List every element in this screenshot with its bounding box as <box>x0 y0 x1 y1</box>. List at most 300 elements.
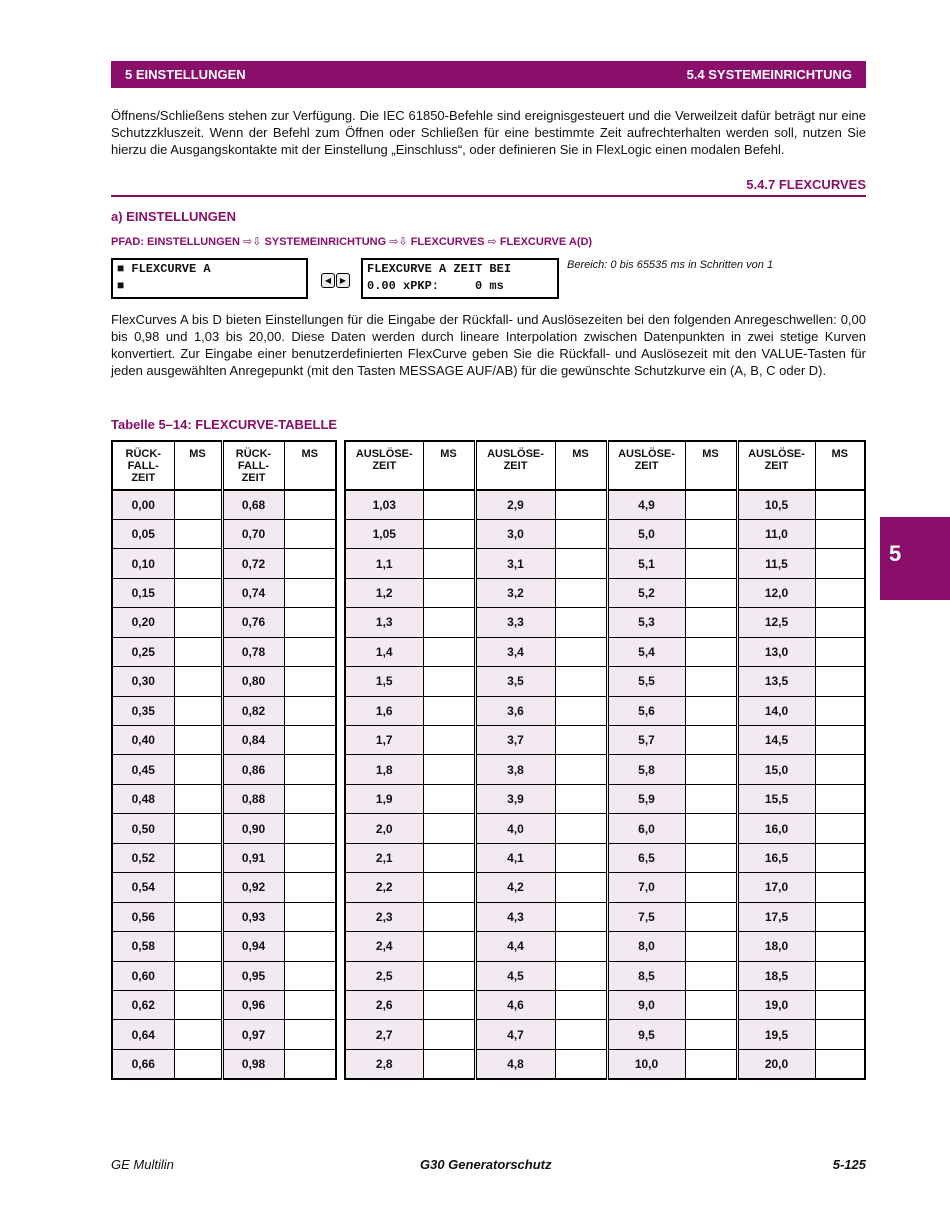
reset-ms-cell[interactable] <box>174 873 222 902</box>
reset-pickup-value: 0,20 <box>112 608 174 637</box>
trip-pickup-value: 4,0 <box>475 814 555 843</box>
reset-pickup-value: 0,62 <box>112 990 174 1019</box>
trip-pickup-value: 3,7 <box>475 726 555 755</box>
trip-pickup-value: 1,8 <box>345 755 423 784</box>
reset-pickup-value: 0,80 <box>222 667 284 696</box>
trip-ms-cell[interactable] <box>685 578 737 607</box>
trip-pickup-value: 15,5 <box>737 784 815 813</box>
trip-ms-cell[interactable] <box>555 578 607 607</box>
trip-ms-cell[interactable] <box>685 873 737 902</box>
path-step-system: SYSTEMEINRICHTUNG <box>264 236 387 248</box>
trip-ms-cell[interactable] <box>423 784 475 813</box>
trip-ms-cell[interactable] <box>555 990 607 1019</box>
trip-ms-cell[interactable] <box>555 1049 607 1078</box>
trip-pickup-value: 2,4 <box>345 932 423 961</box>
trip-pickup-value: 8,5 <box>607 961 685 990</box>
reset-ms-cell[interactable] <box>174 637 222 666</box>
trip-pickup-value: 3,9 <box>475 784 555 813</box>
reset-ms-cell[interactable] <box>284 667 336 696</box>
reset-ms-cell[interactable] <box>174 608 222 637</box>
reset-pickup-value: 0,96 <box>222 990 284 1019</box>
reset-pickup-value: 0,76 <box>222 608 284 637</box>
trip-pickup-value: 18,0 <box>737 932 815 961</box>
table-row <box>345 696 865 725</box>
reset-pickup-value: 0,10 <box>112 549 174 578</box>
reset-pickup-value: 0,54 <box>112 873 174 902</box>
reset-pickup-value: 0,91 <box>222 843 284 872</box>
trip-pickup-value: 11,5 <box>737 549 815 578</box>
trip-ms-cell[interactable] <box>815 519 865 548</box>
display-right-line1: FLEXCURVE A ZEIT BEI <box>367 262 512 276</box>
reset-pickup-value: 0,93 <box>222 902 284 931</box>
trip-ms-cell[interactable] <box>685 932 737 961</box>
trip-pickup-value: 4,8 <box>475 1049 555 1078</box>
table-row <box>345 667 865 696</box>
trip-header: AUSLÖSE- ZEIT <box>345 441 423 490</box>
reset-ms-cell[interactable] <box>284 549 336 578</box>
table-row <box>345 549 865 578</box>
trip-ms-cell[interactable] <box>555 726 607 755</box>
trip-pickup-value: 3,6 <box>475 696 555 725</box>
reset-ms-cell[interactable] <box>284 726 336 755</box>
trip-pickup-value: 11,0 <box>737 519 815 548</box>
trip-ms-cell[interactable] <box>423 726 475 755</box>
trip-pickup-value: 1,2 <box>345 578 423 607</box>
trip-ms-cell[interactable] <box>815 549 865 578</box>
trip-pickup-value: 1,5 <box>345 667 423 696</box>
trip-header: MS <box>555 441 607 490</box>
trip-pickup-value: 2,3 <box>345 902 423 931</box>
path-step-flexcurve: FLEXCURVE A(D) <box>499 236 593 248</box>
reset-pickup-value: 0,88 <box>222 784 284 813</box>
reset-header: RÜCK- FALL- ZEIT <box>112 441 174 490</box>
reset-ms-cell[interactable] <box>174 490 222 519</box>
reset-ms-cell[interactable] <box>174 1049 222 1078</box>
reset-ms-cell[interactable] <box>284 902 336 931</box>
reset-ms-cell[interactable] <box>284 608 336 637</box>
trip-ms-cell[interactable] <box>555 932 607 961</box>
trip-pickup-value: 19,0 <box>737 990 815 1019</box>
table-row <box>345 726 865 755</box>
table-row <box>112 667 336 696</box>
reset-ms-cell[interactable] <box>174 667 222 696</box>
trip-pickup-value: 14,5 <box>737 726 815 755</box>
range-note: Bereich: 0 bis 65535 ms in Schritten von 1 <box>567 259 774 271</box>
trip-pickup-value: 3,3 <box>475 608 555 637</box>
table-row <box>112 490 336 519</box>
trip-pickup-value: 3,1 <box>475 549 555 578</box>
trip-pickup-value: 2,6 <box>345 990 423 1019</box>
trip-ms-cell[interactable] <box>685 784 737 813</box>
arrow-down-icon: ⇨⇩ <box>389 236 408 248</box>
trip-ms-cell[interactable] <box>555 873 607 902</box>
table-row <box>112 726 336 755</box>
reset-pickup-value: 0,48 <box>112 784 174 813</box>
trip-ms-cell[interactable] <box>685 1049 737 1078</box>
trip-ms-cell[interactable] <box>815 843 865 872</box>
reset-pickup-value: 0,74 <box>222 578 284 607</box>
trip-pickup-value: 5,6 <box>607 696 685 725</box>
reset-pickup-value: 0,58 <box>112 932 174 961</box>
trip-ms-cell[interactable] <box>555 637 607 666</box>
reset-ms-cell[interactable] <box>284 755 336 784</box>
trip-pickup-value: 2,0 <box>345 814 423 843</box>
trip-pickup-value: 1,05 <box>345 519 423 548</box>
table-row <box>112 549 336 578</box>
reset-pickup-value: 0,35 <box>112 696 174 725</box>
trip-pickup-value: 4,4 <box>475 932 555 961</box>
trip-header: AUSLÖSE- ZEIT <box>475 441 555 490</box>
trip-pickup-value: 3,2 <box>475 578 555 607</box>
reset-header: MS <box>174 441 222 490</box>
reset-time-table <box>111 440 337 1080</box>
reset-pickup-value: 0,86 <box>222 755 284 784</box>
reset-pickup-value: 0,95 <box>222 961 284 990</box>
trip-header: AUSLÖSE- ZEIT <box>607 441 685 490</box>
trip-pickup-value: 2,5 <box>345 961 423 990</box>
trip-pickup-value: 4,5 <box>475 961 555 990</box>
trip-ms-cell[interactable] <box>423 755 475 784</box>
reset-pickup-value: 0,45 <box>112 755 174 784</box>
trip-pickup-value: 7,0 <box>607 873 685 902</box>
right-arrow-key-icon: ▶ <box>336 273 350 288</box>
trip-pickup-value: 4,2 <box>475 873 555 902</box>
trip-pickup-value: 5,5 <box>607 667 685 696</box>
trip-ms-cell[interactable] <box>423 667 475 696</box>
trip-pickup-value: 4,1 <box>475 843 555 872</box>
trip-pickup-value: 10,0 <box>607 1049 685 1078</box>
reset-ms-cell[interactable] <box>284 961 336 990</box>
trip-pickup-value: 2,7 <box>345 1020 423 1049</box>
trip-pickup-value: 9,0 <box>607 990 685 1019</box>
reset-ms-cell[interactable] <box>174 990 222 1019</box>
reset-pickup-value: 0,82 <box>222 696 284 725</box>
table-row <box>112 784 336 813</box>
table-row <box>112 637 336 666</box>
trip-ms-cell[interactable] <box>815 490 865 519</box>
trip-pickup-value: 5,0 <box>607 519 685 548</box>
trip-header: MS <box>815 441 865 490</box>
trip-ms-cell[interactable] <box>815 696 865 725</box>
reset-ms-cell[interactable] <box>284 1020 336 1049</box>
reset-pickup-value: 0,25 <box>112 637 174 666</box>
reset-ms-cell[interactable] <box>284 578 336 607</box>
trip-pickup-value: 9,5 <box>607 1020 685 1049</box>
reset-ms-cell[interactable] <box>174 1020 222 1049</box>
trip-pickup-value: 4,6 <box>475 990 555 1019</box>
trip-ms-cell[interactable] <box>423 1049 475 1078</box>
trip-ms-cell[interactable] <box>815 1049 865 1078</box>
trip-pickup-value: 5,4 <box>607 637 685 666</box>
trip-pickup-value: 8,0 <box>607 932 685 961</box>
trip-ms-cell[interactable] <box>685 490 737 519</box>
trip-ms-cell[interactable] <box>423 549 475 578</box>
trip-ms-cell[interactable] <box>815 637 865 666</box>
path-prefix: PFAD: EINSTELLUNGEN <box>111 236 240 248</box>
trip-ms-cell[interactable] <box>423 843 475 872</box>
table-row <box>345 843 865 872</box>
footer-product: G30 Generatorschutz <box>420 1157 552 1172</box>
trip-pickup-value: 1,9 <box>345 784 423 813</box>
trip-ms-cell[interactable] <box>423 961 475 990</box>
reset-ms-cell[interactable] <box>284 932 336 961</box>
chapter-header <box>111 61 866 88</box>
trip-ms-cell[interactable] <box>555 608 607 637</box>
display-left <box>111 258 308 299</box>
reset-ms-cell[interactable] <box>284 873 336 902</box>
trip-ms-cell[interactable] <box>423 519 475 548</box>
trip-pickup-value: 5,7 <box>607 726 685 755</box>
table-row <box>112 519 336 548</box>
reset-ms-cell[interactable] <box>284 784 336 813</box>
path-step-flexcurves: FLEXCURVES <box>410 236 485 248</box>
table-row <box>345 608 865 637</box>
trip-pickup-value: 19,5 <box>737 1020 815 1049</box>
trip-pickup-value: 4,9 <box>607 490 685 519</box>
reset-pickup-value: 0,90 <box>222 814 284 843</box>
settings-path <box>111 235 592 248</box>
trip-ms-cell[interactable] <box>423 578 475 607</box>
trip-ms-cell[interactable] <box>815 990 865 1019</box>
reset-ms-cell[interactable] <box>174 902 222 931</box>
trip-ms-cell[interactable] <box>815 1020 865 1049</box>
reset-pickup-value: 0,70 <box>222 519 284 548</box>
trip-ms-cell[interactable] <box>815 667 865 696</box>
footer-company: GE Multilin <box>111 1157 174 1172</box>
trip-pickup-value: 5,9 <box>607 784 685 813</box>
trip-ms-cell[interactable] <box>685 519 737 548</box>
trip-ms-cell[interactable] <box>423 814 475 843</box>
reset-pickup-value: 0,78 <box>222 637 284 666</box>
trip-ms-cell[interactable] <box>423 696 475 725</box>
reset-ms-cell[interactable] <box>174 578 222 607</box>
trip-ms-cell[interactable] <box>555 814 607 843</box>
trip-pickup-value: 1,03 <box>345 490 423 519</box>
reset-ms-cell[interactable] <box>284 696 336 725</box>
section-rule <box>111 195 866 197</box>
trip-ms-cell[interactable] <box>685 755 737 784</box>
reset-pickup-value: 0,60 <box>112 961 174 990</box>
trip-pickup-value: 1,3 <box>345 608 423 637</box>
trip-ms-cell[interactable] <box>815 932 865 961</box>
display-left-line2: ■ <box>117 279 125 293</box>
trip-pickup-value: 4,7 <box>475 1020 555 1049</box>
table-row <box>345 1049 865 1078</box>
trip-ms-cell[interactable] <box>423 637 475 666</box>
reset-pickup-value: 0,56 <box>112 902 174 931</box>
trip-ms-cell[interactable] <box>815 755 865 784</box>
table-row <box>345 814 865 843</box>
reset-header: MS <box>284 441 336 490</box>
reset-pickup-value: 0,00 <box>112 490 174 519</box>
trip-ms-cell[interactable] <box>423 490 475 519</box>
table-row <box>112 578 336 607</box>
reset-ms-cell[interactable] <box>174 755 222 784</box>
reset-pickup-value: 0,94 <box>222 932 284 961</box>
trip-ms-cell[interactable] <box>555 1020 607 1049</box>
trip-pickup-value: 5,2 <box>607 578 685 607</box>
table-row <box>345 990 865 1019</box>
trip-pickup-value: 18,5 <box>737 961 815 990</box>
display-left-line1: ■ FLEXCURVE A <box>117 262 211 276</box>
reset-ms-cell[interactable] <box>174 519 222 548</box>
trip-header: MS <box>423 441 475 490</box>
table-row <box>112 755 336 784</box>
table-row <box>112 932 336 961</box>
trip-ms-cell[interactable] <box>423 873 475 902</box>
reset-pickup-value: 0,72 <box>222 549 284 578</box>
trip-ms-cell[interactable] <box>555 843 607 872</box>
trip-ms-cell[interactable] <box>685 549 737 578</box>
table-row <box>112 608 336 637</box>
reset-ms-cell[interactable] <box>284 637 336 666</box>
trip-ms-cell[interactable] <box>685 608 737 637</box>
table-row <box>345 873 865 902</box>
arrow-right-icon: ⇨ <box>487 236 497 248</box>
trip-pickup-value: 20,0 <box>737 1049 815 1078</box>
table-row <box>345 519 865 548</box>
trip-ms-cell[interactable] <box>815 902 865 931</box>
reset-pickup-value: 0,68 <box>222 490 284 519</box>
trip-ms-cell[interactable] <box>815 726 865 755</box>
trip-pickup-value: 3,8 <box>475 755 555 784</box>
reset-ms-cell[interactable] <box>284 843 336 872</box>
trip-ms-cell[interactable] <box>685 1020 737 1049</box>
table-row <box>112 1020 336 1049</box>
reset-pickup-value: 0,84 <box>222 726 284 755</box>
trip-pickup-value: 7,5 <box>607 902 685 931</box>
trip-ms-cell[interactable] <box>685 696 737 725</box>
reset-ms-cell[interactable] <box>174 961 222 990</box>
intro-paragraph: Öffnens/Schließens stehen zur Verfügung. Die IEC 61850-Befehle sind ereignisgesteuert und die Verweilzeit dafür beträgt nur eine Schutzzkluszeit. Wenn der Befehl zum Öffnen oder Schließen für eine bestimmte Zeit aufrechterhalten werden soll, nutzen Sie hierzu die Ausgangskontakte mit der Einstellung „Einschluss“, oder definieren Sie in FlexLogic einen modalen Befehl. <box>111 108 866 157</box>
trip-pickup-value: 14,0 <box>737 696 815 725</box>
trip-ms-cell[interactable] <box>685 667 737 696</box>
trip-ms-cell[interactable] <box>815 961 865 990</box>
trip-ms-cell[interactable] <box>685 814 737 843</box>
trip-pickup-value: 2,2 <box>345 873 423 902</box>
section-title: 5.4.7 FLEXCURVES <box>746 177 866 192</box>
reset-pickup-value: 0,05 <box>112 519 174 548</box>
trip-ms-cell[interactable] <box>555 519 607 548</box>
trip-ms-cell[interactable] <box>815 814 865 843</box>
trip-pickup-value: 5,1 <box>607 549 685 578</box>
trip-ms-cell[interactable] <box>685 902 737 931</box>
trip-ms-cell[interactable] <box>423 1020 475 1049</box>
reset-ms-cell[interactable] <box>174 843 222 872</box>
reset-ms-cell[interactable] <box>284 490 336 519</box>
chapter-title: 5 EINSTELLUNGEN <box>125 67 246 82</box>
trip-header: AUSLÖSE- ZEIT <box>737 441 815 490</box>
trip-ms-cell[interactable] <box>685 637 737 666</box>
trip-ms-cell[interactable] <box>685 726 737 755</box>
reset-pickup-value: 0,97 <box>222 1020 284 1049</box>
trip-pickup-value: 2,9 <box>475 490 555 519</box>
trip-pickup-value: 12,5 <box>737 608 815 637</box>
trip-pickup-value: 4,3 <box>475 902 555 931</box>
message-nav-keys <box>321 270 351 288</box>
trip-ms-cell[interactable] <box>555 490 607 519</box>
subsection-title: a) EINSTELLUNGEN <box>111 209 236 224</box>
section-heading: 5.4 SYSTEMEINRICHTUNG <box>686 67 852 82</box>
left-arrow-key-icon: ◀ <box>321 273 335 288</box>
reset-pickup-value: 0,64 <box>112 1020 174 1049</box>
table-caption: Tabelle 5–14: FLEXCURVE-TABELLE <box>111 417 338 432</box>
trip-pickup-value: 13,0 <box>737 637 815 666</box>
chapter-number: 5 <box>889 541 902 566</box>
reset-ms-cell[interactable] <box>174 696 222 725</box>
trip-ms-cell[interactable] <box>685 990 737 1019</box>
reset-pickup-value: 0,30 <box>112 667 174 696</box>
table-row <box>345 961 865 990</box>
trip-ms-cell[interactable] <box>555 667 607 696</box>
reset-pickup-value: 0,50 <box>112 814 174 843</box>
table-row <box>345 784 865 813</box>
reset-pickup-value: 0,92 <box>222 873 284 902</box>
reset-pickup-value: 0,98 <box>222 1049 284 1078</box>
trip-ms-cell[interactable] <box>555 696 607 725</box>
trip-ms-cell[interactable] <box>815 873 865 902</box>
trip-ms-cell[interactable] <box>423 608 475 637</box>
trip-ms-cell[interactable] <box>555 902 607 931</box>
table-row <box>345 1020 865 1049</box>
trip-time-table <box>344 440 866 1080</box>
reset-ms-cell[interactable] <box>174 726 222 755</box>
display-right-line2: 0.00 xPKP: 0 ms <box>367 279 504 293</box>
trip-ms-cell[interactable] <box>555 755 607 784</box>
trip-pickup-value: 5,8 <box>607 755 685 784</box>
trip-ms-cell[interactable] <box>423 902 475 931</box>
table-row <box>112 990 336 1019</box>
trip-ms-cell[interactable] <box>685 843 737 872</box>
reset-header: RÜCK- FALL- ZEIT <box>222 441 284 490</box>
trip-ms-cell[interactable] <box>815 608 865 637</box>
reset-ms-cell[interactable] <box>284 519 336 548</box>
table-row <box>112 843 336 872</box>
trip-ms-cell[interactable] <box>555 784 607 813</box>
reset-ms-cell[interactable] <box>174 549 222 578</box>
reset-ms-cell[interactable] <box>174 814 222 843</box>
trip-ms-cell[interactable] <box>423 990 475 1019</box>
trip-pickup-value: 17,5 <box>737 902 815 931</box>
trip-ms-cell[interactable] <box>685 961 737 990</box>
table-row <box>112 873 336 902</box>
trip-pickup-value: 12,0 <box>737 578 815 607</box>
reset-pickup-value: 0,15 <box>112 578 174 607</box>
trip-pickup-value: 16,5 <box>737 843 815 872</box>
trip-ms-cell[interactable] <box>815 784 865 813</box>
trip-ms-cell[interactable] <box>815 578 865 607</box>
trip-pickup-value: 15,0 <box>737 755 815 784</box>
reset-pickup-value: 0,40 <box>112 726 174 755</box>
table-row <box>345 490 865 519</box>
trip-header: MS <box>685 441 737 490</box>
trip-pickup-value: 16,0 <box>737 814 815 843</box>
trip-ms-cell[interactable] <box>555 961 607 990</box>
trip-ms-cell[interactable] <box>555 549 607 578</box>
table-row <box>345 932 865 961</box>
reset-ms-cell[interactable] <box>284 1049 336 1078</box>
table-row <box>345 578 865 607</box>
reset-ms-cell[interactable] <box>174 784 222 813</box>
reset-ms-cell[interactable] <box>284 990 336 1019</box>
trip-ms-cell[interactable] <box>423 932 475 961</box>
table-row <box>112 1049 336 1078</box>
display-right <box>361 258 559 299</box>
reset-ms-cell[interactable] <box>284 814 336 843</box>
reset-ms-cell[interactable] <box>174 932 222 961</box>
trip-pickup-value: 1,6 <box>345 696 423 725</box>
trip-pickup-value: 3,5 <box>475 667 555 696</box>
